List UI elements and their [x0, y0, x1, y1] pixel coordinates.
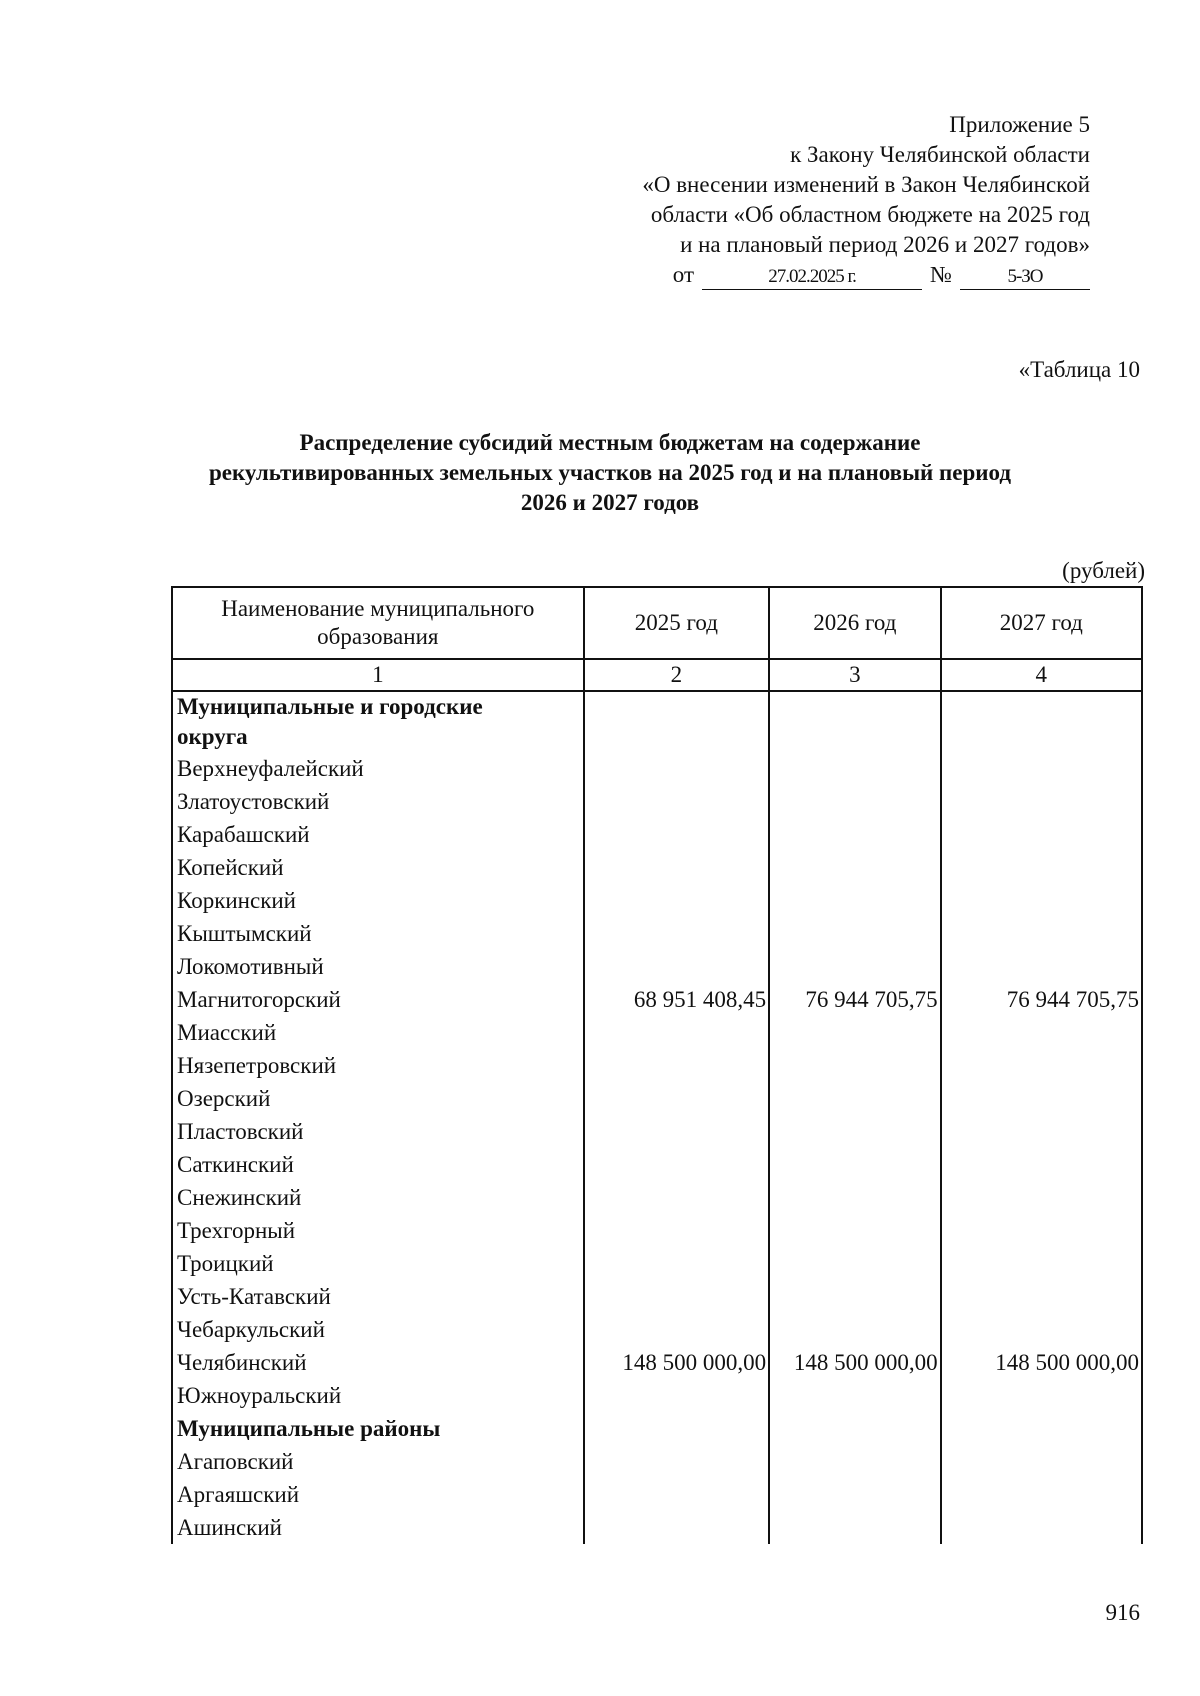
- column-number: 4: [941, 659, 1142, 691]
- appendix-line: области «Об областном бюджете на 2025 год: [650, 202, 1090, 227]
- municipality-name: Чебаркульский: [177, 1317, 325, 1342]
- municipality-name: Магнитогорский: [177, 987, 341, 1012]
- municipality-name: Пластовский: [177, 1119, 304, 1144]
- appendix-line: «О внесении изменений в Закон Челябинской: [642, 172, 1090, 197]
- law-number: 5-ЗО: [960, 265, 1090, 290]
- municipality-name: Локомотивный: [177, 954, 324, 979]
- municipality-name: Златоустовский: [177, 789, 330, 814]
- group-heading: Муниципальные районы: [177, 1416, 441, 1441]
- subsidy-value: 148 500 000,00: [793, 1350, 938, 1375]
- appendix-line: Приложение 5: [949, 112, 1090, 137]
- column-number: 1: [172, 659, 584, 691]
- municipality-name: Агаповский: [177, 1449, 294, 1474]
- header-2026: 2026 год: [769, 587, 941, 659]
- header-2027: 2027 год: [941, 587, 1142, 659]
- municipality-name: Верхнеуфалейский: [177, 756, 364, 781]
- subsidy-table: [171, 586, 1143, 1544]
- municipality-name: Копейский: [177, 855, 284, 880]
- municipality-name: Усть-Катавский: [177, 1284, 331, 1309]
- header-municipality: Наименование муниципального образования: [172, 587, 584, 659]
- title-line: 2026 и 2027 годов: [520, 490, 700, 515]
- title-line: Распределение субсидий местным бюджетам на содержание: [299, 430, 921, 455]
- table-label: «Таблица 10: [1018, 357, 1140, 382]
- municipality-name: Снежинский: [177, 1185, 302, 1210]
- units-label: (рублей): [1062, 558, 1145, 583]
- subsidy-value: 68 951 408,45: [633, 987, 767, 1012]
- group-heading: Муниципальные и городские округа: [177, 694, 483, 749]
- appendix-line: к Закону Челябинской области: [790, 142, 1090, 167]
- table-header-row: [172, 587, 1142, 659]
- from-label: от: [672, 262, 695, 287]
- number-label: №: [930, 262, 952, 287]
- subsidy-value: 148 500 000,00: [995, 1350, 1139, 1375]
- subsidy-value: 148 500 000,00: [622, 1350, 767, 1375]
- municipality-name: Троицкий: [177, 1251, 274, 1276]
- values-2025-column: [584, 691, 769, 1544]
- municipality-name: Ашинский: [177, 1515, 282, 1540]
- municipality-name: Коркинский: [177, 888, 296, 913]
- municipality-name: Челябинский: [177, 1350, 307, 1375]
- column-number-row: [172, 659, 1142, 691]
- header-2025: 2025 год: [584, 587, 769, 659]
- municipality-name: Миасский: [177, 1020, 277, 1045]
- municipality-names-column: [172, 691, 584, 1544]
- subsidy-value: 76 944 705,75: [1006, 987, 1139, 1012]
- values-2027-column: [941, 691, 1142, 1544]
- municipality-name: Южноуральский: [177, 1383, 342, 1408]
- municipality-name: Озерский: [177, 1086, 271, 1111]
- page-number: 916: [1105, 1600, 1140, 1625]
- municipality-name: Кыштымский: [177, 921, 312, 946]
- appendix-line: и на плановый период 2026 и 2027 годов»: [680, 232, 1090, 257]
- column-number: 3: [769, 659, 941, 691]
- column-number: 2: [584, 659, 769, 691]
- law-date: 27.02.2025 г.: [702, 265, 922, 290]
- subsidy-value: 76 944 705,75: [805, 987, 938, 1012]
- values-2026-column: [769, 691, 941, 1544]
- municipality-name: Карабашский: [177, 822, 310, 847]
- appendix-header: [642, 110, 1090, 290]
- municipality-name: Трехгорный: [177, 1218, 296, 1243]
- document-title: [160, 428, 1060, 518]
- table-body-row: [172, 691, 1142, 1544]
- title-line: рекультивированных земельных участков на 2025 год и на плановый период: [208, 460, 1012, 485]
- municipality-name: Саткинский: [177, 1152, 294, 1177]
- municipality-name: Нязепетровский: [177, 1053, 337, 1078]
- law-date-line: [642, 260, 1090, 290]
- municipality-name: Аргаяшский: [177, 1482, 300, 1507]
